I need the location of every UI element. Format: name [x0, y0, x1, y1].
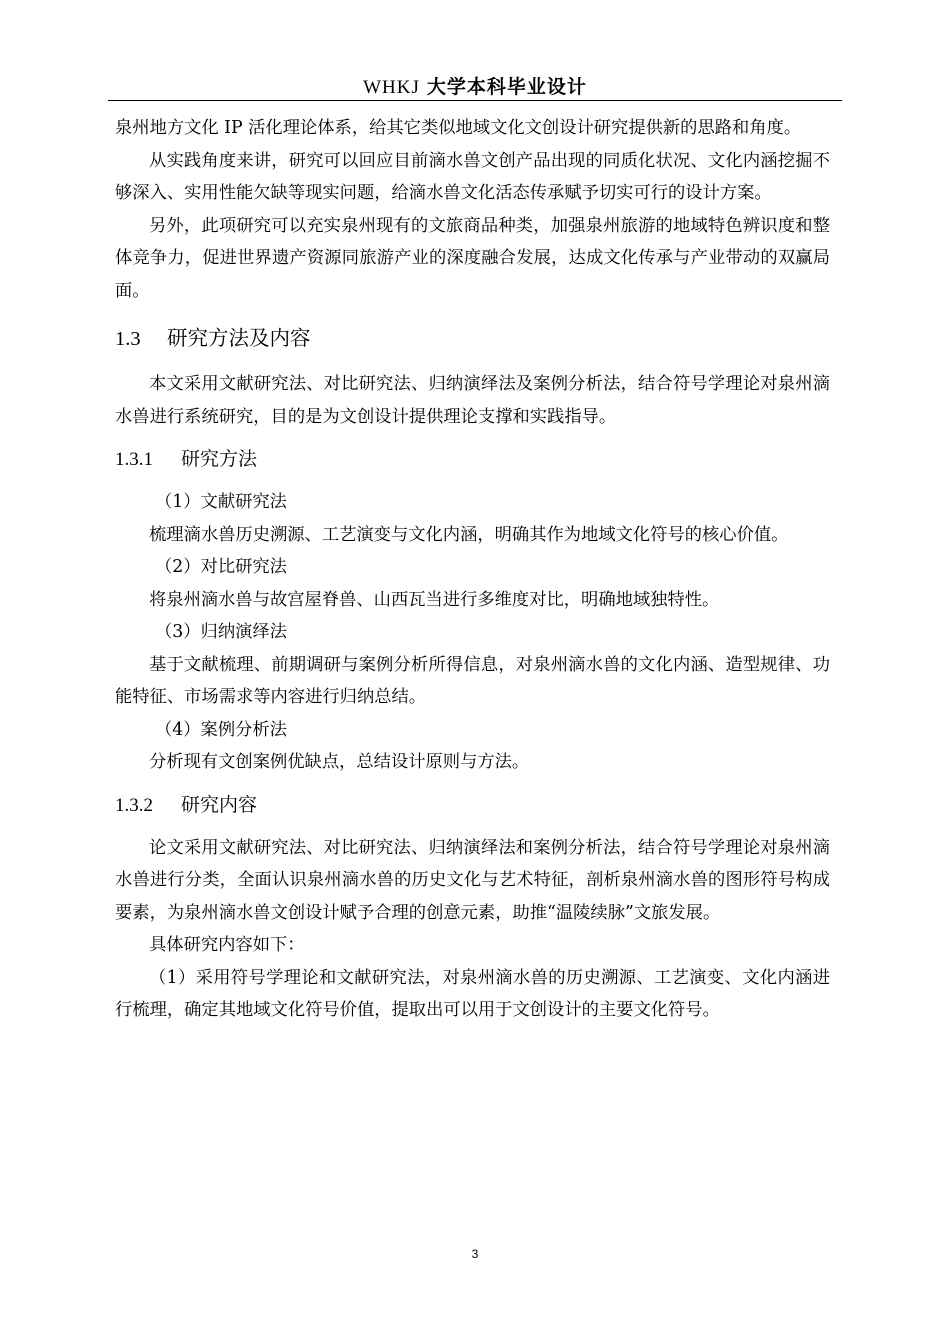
header-school-code: WHKJ: [363, 77, 420, 98]
content-item-1: （1）采用符号学理论和文献研究法，对泉州滴水兽的历史溯源、工艺演变、文化内涵进行梳理，确定其地域文化符号价值，提取出可以用于文创设计的主要文化符号。: [115, 967, 830, 1020]
method-label: （2）对比研究法: [155, 557, 287, 577]
subsection-heading-1-3-2: [115, 789, 830, 822]
subsection-number: 1.3.2: [115, 794, 153, 816]
header-title: 大学本科毕业设计: [426, 76, 587, 98]
subsection-heading-1-3-1: [115, 443, 830, 476]
body-content: [115, 112, 830, 1027]
method-text: 分析现有文创案例优缺点，总结设计原则与方法。: [149, 752, 530, 772]
content-lead: 具体研究内容如下：: [149, 935, 305, 955]
paragraph-tourism: 另外，此项研究可以充实泉州现有的文旅商品种类，加强泉州旅游的地域特色辨识度和整体竞争力，促进世界遗产资源同旅游产业的深度融合发展，达成文化传承与产业带动的双赢局面。: [115, 215, 830, 301]
paragraph-continued: 泉州地方文化 IP 活化理论体系，给其它类似地域文化文创设计研究提供新的思路和角度。: [115, 118, 802, 138]
section-heading-1-3: [115, 321, 830, 356]
section-title: 研究方法及内容: [167, 326, 311, 350]
content-intro: 论文采用文献研究法、对比研究法、归纳演绎法和案例分析法，结合符号学理论对泉州滴水兽进行分类，全面认识泉州滴水兽的历史文化与艺术特征，剖析泉州滴水兽的图形符号构成要素，为泉州滴水兽文创设计赋予合理的创意元素，助推“温陵续脉”文旅发展。: [115, 837, 830, 923]
running-header: [108, 72, 842, 99]
method-text: 基于文献梳理、前期调研与案例分析所得信息，对泉州滴水兽的文化内涵、造型规律、功能特征、市场需求等内容进行归纳总结。: [115, 654, 830, 707]
method-label: （4）案例分析法: [155, 719, 287, 740]
section-intro: 本文采用文献研究法、对比研究法、归纳演绎法及案例分析法，结合符号学理论对泉州滴水兽进行系统研究，目的是为文创设计提供理论支撑和实践指导。: [115, 374, 830, 427]
page-number: 3: [471, 1247, 479, 1261]
header-rule: [108, 100, 842, 101]
subsection-number: 1.3.1: [115, 449, 153, 470]
method-text: 梳理滴水兽历史溯源、工艺演变与文化内涵，明确其作为地域文化符号的核心价值。: [149, 524, 789, 545]
method-label: （3）归纳演绎法: [155, 622, 287, 642]
subsection-title: 研究内容: [181, 793, 258, 816]
section-number: 1.3: [115, 328, 141, 350]
method-text: 将泉州滴水兽与故宫屋脊兽、山西瓦当进行多维度对比，明确地域独特性。: [149, 589, 720, 610]
paragraph-practice: 从实践角度来讲，研究可以回应目前滴水兽文创产品出现的同质化状况、文化内涵挖掘不够深入、实用性能欠缺等现实问题，给滴水兽文化活态传承赋予切实可行的设计方案。: [115, 150, 830, 203]
subsection-title: 研究方法: [181, 448, 258, 470]
method-label: （1）文献研究法: [155, 492, 287, 512]
